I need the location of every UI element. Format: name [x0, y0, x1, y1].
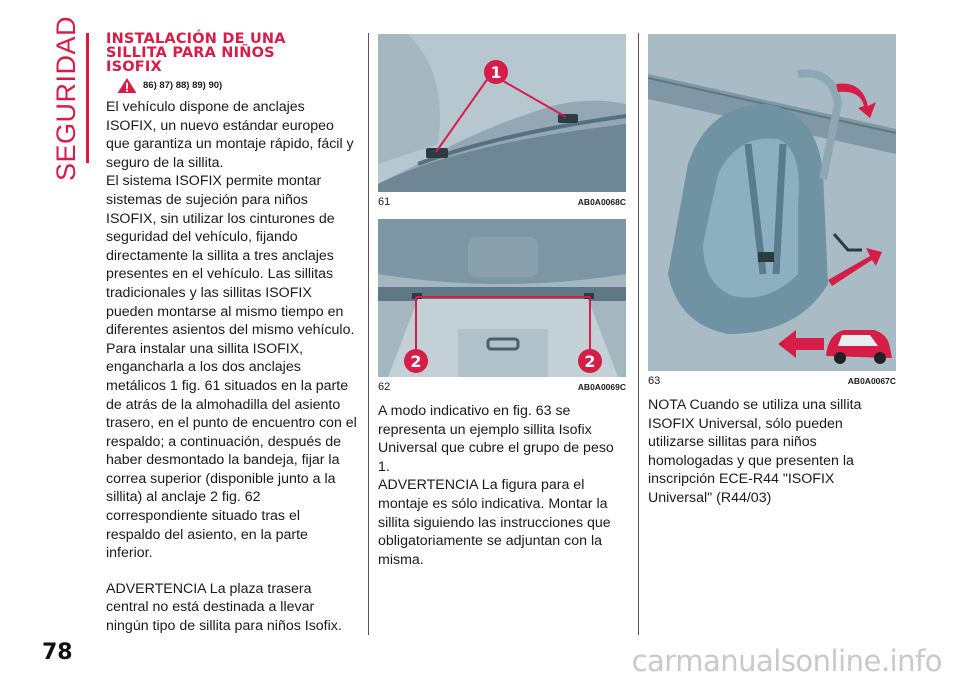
figure-63	[648, 34, 896, 371]
callout-2-left: 2	[410, 352, 422, 371]
side-section-title-text: SEGURIDAD	[51, 15, 82, 181]
col2-body	[378, 402, 626, 569]
note-paragraph: NOTA Cuando se utiliza una sillita ISOFIX Universal, sólo pueden utilizarse sillitas para niños homologadas y que presenten la inscripción ECE-R44 "ISOFIX Universal" (R44/03)	[648, 397, 862, 506]
figure-62	[378, 219, 626, 377]
paragraph: A modo indicativo en fig. 63 se representa un ejemplo sillita Isofix Universal que cubre el grupo de peso 1.	[378, 403, 614, 475]
paragraph: Para instalar una sillita ISOFIX, engancharla a los dos anclajes metálicos 1 fig. 61 situados en la parte de atrás de la almohadilla del asiento trasero, en el punto de encuentro con el respaldo; a continuación, después de haber desmontado la bandeja, fijar la correa superior (disponible junto a la sillita) al anclaje 2 fig. 62 correspondiente situado tras el respaldo del asiento, en la parte inferior.	[106, 340, 357, 562]
callout-2-right: 2	[584, 352, 596, 371]
warning-references	[116, 77, 358, 94]
figure-number: 62	[378, 381, 391, 393]
rear-shelf-anchor-illustration	[378, 219, 626, 377]
page-number: 78	[42, 640, 73, 665]
warning-references-text: 86) 87) 88) 89) 90)	[143, 80, 223, 91]
col1-body	[106, 98, 358, 636]
col3-body	[648, 396, 896, 508]
section-title-line-2: SILLITA PARA NIÑOS	[106, 45, 275, 61]
figure-code: AB0A0067C	[847, 376, 896, 386]
figure-code: AB0A0068C	[577, 197, 626, 207]
isofix-child-seat-illustration	[648, 34, 896, 371]
column-divider-1	[368, 33, 369, 635]
section-title-line-1: INSTALACIÓN DE UNA	[106, 31, 286, 47]
section-title	[106, 32, 358, 74]
column-1	[106, 32, 358, 636]
figure-62-caption	[378, 380, 626, 394]
red-accent-rule	[86, 33, 89, 163]
column-2	[378, 34, 626, 569]
warning-paragraph: ADVERTENCIA La figura para el montaje es sólo indicativa. Montar la sillita siguiendo las instrucciones que obligatoriamente se adjuntan con la misma.	[378, 477, 611, 568]
watermark: carmanualsonline.info	[631, 644, 942, 678]
figure-63-caption	[648, 374, 896, 388]
rear-seat-anchors-illustration	[378, 34, 626, 192]
figure-61	[378, 34, 626, 192]
side-section-title	[51, 15, 82, 181]
section-title-line-3: ISOFIX	[106, 59, 162, 75]
callout-1: 1	[490, 63, 502, 82]
figure-code: AB0A0069C	[577, 382, 626, 392]
column-3	[648, 34, 896, 508]
figure-61-caption	[378, 195, 626, 209]
paragraph: El sistema ISOFIX permite montar sistemas de sujeción para niños ISOFIX, sin utilizar los cinturones de seguridad del vehículo, fijando directamente la sillita a tres anclajes presentes en el vehículo. Las sillitas tradicionales y las sillitas ISOFIX pueden montarse al mismo tiempo en diferentes asientos del mismo vehículo.	[106, 173, 355, 339]
warning-paragraph: ADVERTENCIA La plaza trasera central no está destinada a llevar ningún tipo de sillita para niños Isofix.	[106, 580, 342, 635]
paragraph: El vehículo dispone de anclajes ISOFIX, un nuevo estándar europeo que garantiza un montaje rápido, fácil y seguro de la sillita.	[106, 99, 354, 171]
warning-triangle-icon	[116, 77, 138, 94]
column-divider-2	[638, 33, 639, 635]
figure-number: 61	[378, 196, 391, 208]
figure-number: 63	[648, 375, 661, 387]
